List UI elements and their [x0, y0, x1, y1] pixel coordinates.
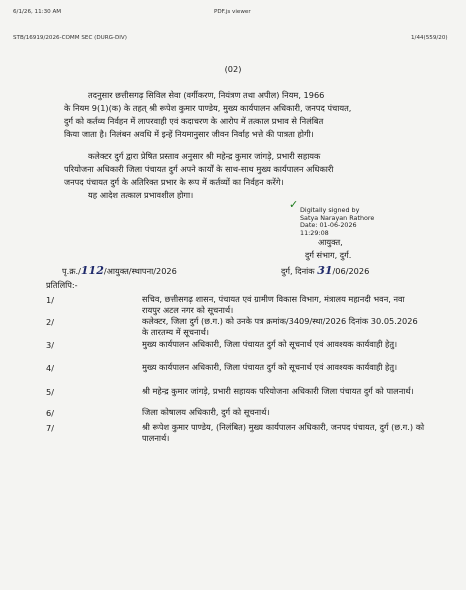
- signature-valid-check-icon: ✓: [289, 198, 299, 211]
- copy-item-number: 7/: [46, 423, 54, 433]
- copy-item-number: 6/: [46, 408, 54, 418]
- print-timestamp: 6/1/26, 11:30 AM: [13, 9, 62, 15]
- signatory-designation: आयुक्त,: [318, 237, 343, 247]
- copy-item-number: 2/: [46, 317, 54, 327]
- copy-item-number: 1/: [46, 295, 54, 305]
- copy-item-text: जिला कोषालय अधिकारी, दुर्ग को सूचनार्थ।: [142, 407, 270, 417]
- handwritten-number: 112: [80, 264, 104, 277]
- date-prefix: दुर्ग, दिनांक: [281, 266, 315, 276]
- para1-line: के नियम 9(1)(क) के तहत् श्री रूपेश कुमार पाण्डेय, मुख्य कार्यपालन अधिकारी, जनपद पंचायत,: [64, 103, 352, 113]
- date-suffix: /06/2026: [332, 266, 370, 276]
- copy-item-text: सचिव, छत्तीसगढ़ शासन, पंचायत एवं ग्रामीण विकास विभाग, मंत्रालय महानदी भवन, नवा रायपुर अटल नगर को सूचनार्थ।: [142, 294, 405, 315]
- signatory-office: दुर्ग संभाग, दुर्ग.: [305, 250, 352, 260]
- para2-line: कलेक्टर दुर्ग द्वारा प्रेषित प्रस्ताव अनुसार श्री महेन्द्र कुमार जांगड़े, प्रभारी सहायक: [88, 151, 321, 161]
- handwritten-day: 31: [317, 264, 333, 277]
- copy-item-text: श्री रूपेश कुमार पाण्डेय, (निलंबित) मुख्य कार्यपालन अधिकारी, जनपद पंचायत, दुर्ग (छ.ग.) को पालनार्थ।: [142, 422, 425, 443]
- endorsement-prefix: पृ.क्र./: [62, 266, 81, 276]
- viewer-title: PDF.js viewer: [214, 9, 251, 15]
- copy-heading: प्रतिलिपि:-: [46, 280, 78, 290]
- copy-item-text: श्री महेन्द्र कुमार जांगड़े, प्रभारी सहायक परियोजना अधिकारी जिला पंचायत दुर्ग को पालनार्थ।: [142, 386, 414, 396]
- document-code: STB/16919/2026-COMM SEC (DURG-DIV): [13, 35, 127, 41]
- para1-line: किया जाता है। निलंबन अवधि में इन्हें नियमानुसार जीवन निर्वाह भत्ते की पात्रता होगी।: [64, 129, 314, 139]
- copy-item-number: 3/: [46, 340, 54, 350]
- signature-name: Satya Narayan Rathore: [300, 213, 375, 222]
- signature-date: Date: 01-06-2026: [300, 221, 357, 230]
- copy-item-text: कलेक्टर, जिला दुर्ग (छ.ग.) को उनके पत्र क्रमांक/3409/स्था/2026 दिनांक 30.05.2026 के तारतम्य में सूचनार्थ।: [142, 316, 418, 337]
- copy-item-number: 4/: [46, 363, 54, 373]
- endorsement-rest: /आयुक्त/स्थापना/2026: [103, 266, 177, 276]
- para2-line: जनपद पंचायत दुर्ग के अतिरिक्त प्रभार के रूप में कर्तव्यों का निर्वहन करेंगे।: [64, 177, 284, 187]
- signature-line: Digitally signed by: [300, 206, 360, 214]
- signature-time: 11:29:08: [300, 228, 329, 237]
- para1-line: दुर्ग को कर्तव्य निर्वहन में लापरवाही एवं कदाचरण के आरोप में तत्काल प्रभाव से निलंबित: [64, 116, 324, 126]
- copy-item-text: मुख्य कार्यपालन अधिकारी, जिला पंचायत दुर्ग को सूचनार्थ एवं आवश्यक कार्यवाही हेतु।: [142, 339, 398, 349]
- copy-item-text: मुख्य कार्यपालन अधिकारी, जिला पंचायत दुर्ग को सूचनार्थ एवं आवश्यक कार्यवाही हेतु।: [142, 362, 398, 372]
- effective-statement: यह आदेश तत्काल प्रभावशील होगा।: [88, 190, 194, 200]
- page-counter: 1/44(559/20): [411, 35, 448, 41]
- page-number: (02): [224, 64, 242, 74]
- copy-item-number: 5/: [46, 387, 54, 397]
- para2-line: परियोजना अधिकारी जिला पंचायत दुर्ग अपने कार्यों के साथ-साथ मुख्य कार्यपालन अधिकारी: [64, 164, 334, 174]
- para1-line: तदनुसार छत्तीसगढ़ सिविल सेवा (वर्गीकरण, नियंत्रण तथा अपील) नियम, 1966: [88, 90, 325, 100]
